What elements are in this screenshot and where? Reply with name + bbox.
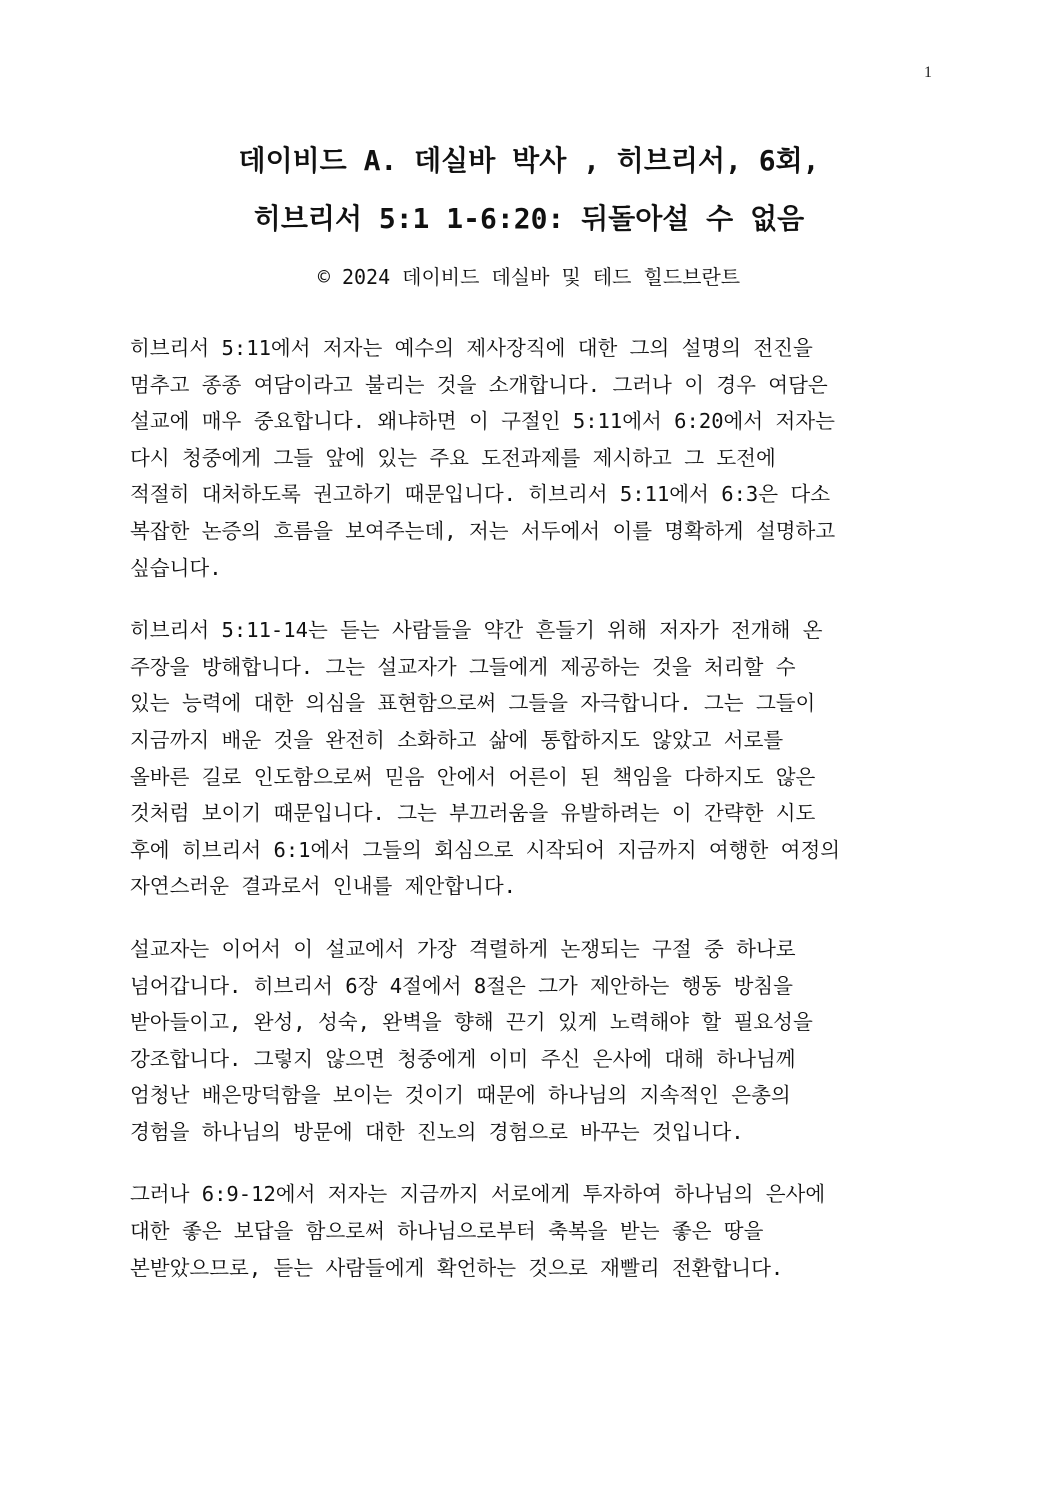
paragraph-line: 그러나 6:9-12에서 저자는 지금까지 서로에게 투자하여 하나님의 은사에 bbox=[130, 1182, 826, 1207]
paragraph-line: 설교에 매우 중요합니다. 왜냐하면 이 구절인 5:11에서 6:20에서 저자는 bbox=[130, 409, 835, 434]
paragraph-line: 주장을 방해합니다. 그는 설교자가 그들에게 제공하는 것을 처리할 수 bbox=[130, 654, 796, 679]
paragraph-line: 것처럼 보이기 때문입니다. 그는 부끄러움을 유발하려는 이 간략한 시도 bbox=[130, 801, 816, 826]
paragraph-line: 적절히 대처하도록 권고하기 때문입니다. 히브리서 5:11에서 6:3은 다소 bbox=[130, 482, 831, 507]
paragraph-line: 본받았으므로, 듣는 사람들에게 확언하는 것으로 재빨리 전환합니다. bbox=[130, 1255, 784, 1280]
paragraph-line: 자연스러운 결과로서 인내를 제안합니다. bbox=[130, 874, 517, 899]
paragraph-line: 후에 히브리서 6:1에서 그들의 회심으로 시작되어 지금까지 여행한 여정의 bbox=[130, 837, 841, 862]
title-line-1: 데이비드 A. 데실바 박사 , 히브리서, 6회, bbox=[238, 144, 820, 177]
paragraph-1 bbox=[130, 330, 930, 586]
document-body bbox=[130, 330, 930, 1312]
paragraph-line: 경험을 하나님의 방문에 대한 진노의 경험으로 바꾸는 것입니다. bbox=[130, 1119, 744, 1144]
paragraph-4 bbox=[130, 1176, 930, 1286]
paragraph-line: 대한 좋은 보답을 함으로써 하나님으로부터 축복을 받는 좋은 땅을 bbox=[130, 1219, 764, 1244]
paragraph-line: 설교자는 이어서 이 설교에서 가장 격렬하게 논쟁되는 구절 중 하나로 bbox=[130, 936, 796, 961]
paragraph-3 bbox=[130, 931, 930, 1151]
paragraph-line: 히브리서 5:11-14는 듣는 사람들을 약간 흔들기 위해 저자가 전개해 온 bbox=[130, 618, 823, 643]
copyright-notice: © 2024 데이비드 데실바 및 테드 힐드브란트 bbox=[317, 265, 741, 289]
paragraph-line: 다시 청중에게 그들 앞에 있는 주요 도전과제를 제시하고 그 도전에 bbox=[130, 445, 776, 470]
paragraph-line: 복잡한 논증의 흐름을 보여주는데, 저는 서두에서 이를 명확하게 설명하고 bbox=[130, 518, 836, 543]
paragraph-line: 히브리서 5:11에서 저자는 예수의 제사장직에 대한 그의 설명의 전진을 bbox=[130, 336, 813, 360]
paragraph-line: 강조합니다. 그렇지 않으면 청중에게 이미 주신 은사에 대해 하나님께 bbox=[130, 1046, 796, 1071]
paragraph-line: 엄청난 배은망덕함을 보이는 것이기 때문에 하나님의 지속적인 은총의 bbox=[130, 1083, 791, 1108]
page-number: 1 bbox=[924, 64, 932, 81]
paragraph-line: 멈추고 종종 여담이라고 불리는 것을 소개합니다. 그러나 이 경우 여담은 bbox=[130, 372, 828, 397]
paragraph-line: 받아들이고, 완성, 성숙, 완벽을 향해 끈기 있게 노력해야 할 필요성을 bbox=[130, 1010, 813, 1035]
paragraph-line: 싶습니다. bbox=[130, 555, 222, 580]
paragraph-line: 넘어갑니다. 히브리서 6장 4절에서 8절은 그가 제안하는 행동 방침을 bbox=[130, 973, 793, 998]
page-title bbox=[0, 132, 1058, 248]
paragraph-2 bbox=[130, 612, 930, 905]
paragraph-line: 있는 능력에 대한 의심을 표현함으로써 그들을 자극합니다. 그는 그들이 bbox=[130, 691, 816, 716]
paragraph-line: 지금까지 배운 것을 완전히 소화하고 삶에 통합하지도 않았고 서로를 bbox=[130, 727, 784, 752]
title-line-2: 히브리서 5:1 1-6:20: 뒤돌아설 수 없음 bbox=[253, 202, 805, 235]
paragraph-line: 올바른 길로 인도함으로써 믿음 안에서 어른이 된 책임을 다하지도 않은 bbox=[130, 764, 816, 789]
